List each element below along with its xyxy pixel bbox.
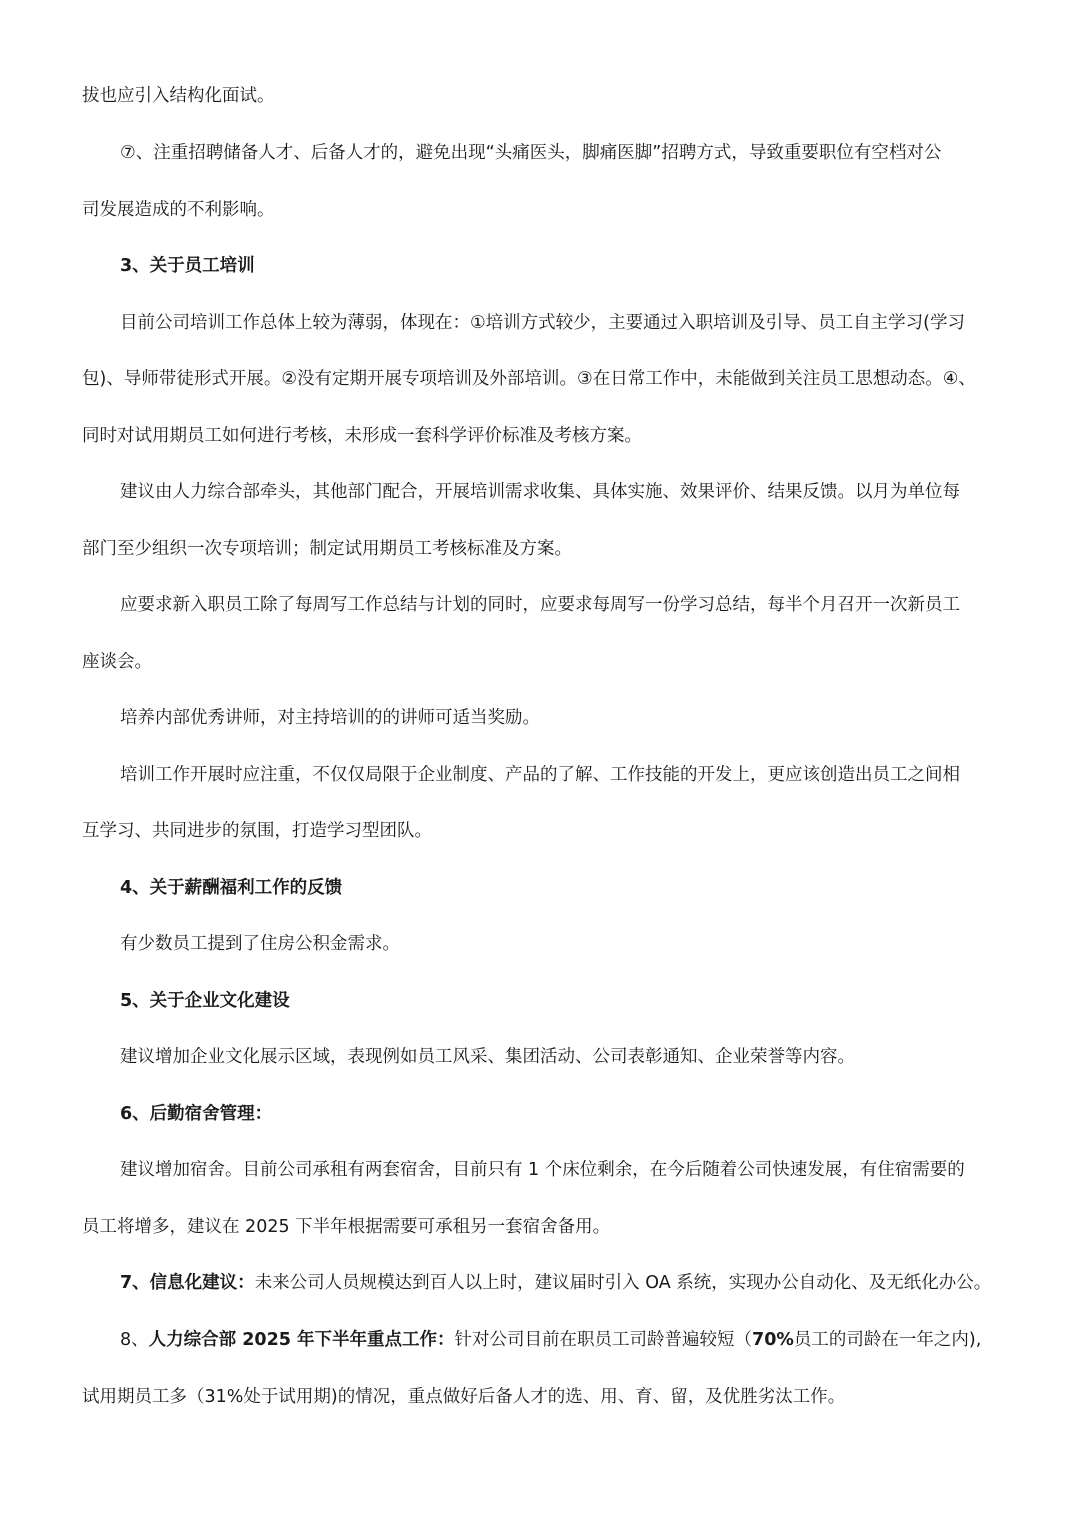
paragraph-text: 拔也应引入结构化面试。 [82,86,275,106]
inline-prefix: 8、 [120,1330,149,1350]
inline-label: 人力综合部 2025 年下半年重点工作： [148,1330,455,1350]
paragraph-text: 司发展造成的不利影响。 [82,200,275,220]
paragraph-text: 同时对试用期员工如何进行考核，未形成一套科学评价标准及考核方案。 [82,426,642,446]
paragraph-informatization [120,1270,1002,1296]
paragraph-text: 有少数员工提到了住房公积金需求。 [120,934,400,954]
inline-text: 未来公司人员规模达到百人以上时，建议届时引入 OA 系统，实现办公自动化、及无纸化办公。 [254,1273,992,1293]
section-heading-dormitory: 6、后勤宿舍管理： [120,1104,273,1124]
paragraph-text: 互学习、共同进步的氛围，打造学习型团队。 [82,821,432,841]
paragraph-text: 培训工作开展时应注重，不仅仅局限于企业制度、产品的了解、工作技能的开发上，更应该创造出员工之间相 [120,765,960,785]
paragraph-text: 建议由人力综合部牵头，其他部门配合，开展培训需求收集、具体实施、效果评价、结果反馈。以月为单位每 [120,482,960,502]
paragraph-text: 建议增加企业文化展示区域，表现例如员工风采、集团活动、公司表彰通知、企业荣誉等内容。 [120,1047,855,1067]
paragraph-text: 目前公司培训工作总体上较为薄弱，体现在：①培训方式较少，主要通过入职培训及引导、员工自主学习(学习 [120,313,966,333]
inline-text: 员工的司龄在一年之内), [793,1330,982,1350]
paragraph-text: 员工将增多，建议在 2025 下半年根据需要可承租另一套宿舍备用。 [82,1217,611,1237]
paragraph-text: 包)、导师带徒形式开展。②没有定期开展专项培训及外部培训。③在日常工作中，未能做到关注员工思想动态。④、 [82,369,976,389]
paragraph-text: 座谈会。 [82,652,152,672]
section-heading-compensation: 4、关于薪酬福利工作的反馈 [120,878,343,898]
paragraph-text: 建议增加宿舍。目前公司承租有两套宿舍，目前只有 1 个床位剩余，在今后随着公司快速发展，有住宿需要的 [120,1160,965,1180]
section-heading-culture: 5、关于企业文化建设 [120,991,290,1011]
paragraph-text: 应要求新入职员工除了每周写工作总结与计划的同时，应要求每周写一份学习总结，每半个月召开一次新员工 [120,595,960,615]
inline-text: 针对公司目前在职员工司龄普遍较短（ [454,1330,753,1350]
paragraph-text: ⑦、注重招聘储备人才、后备人才的，避免出现“头痛医头，脚痛医脚”招聘方式，导致重要职位有空档对公 [120,143,942,163]
paragraph-text: 部门至少组织一次专项培训；制定试用期员工考核标准及方案。 [82,539,572,559]
inline-percent: 70% [752,1330,794,1350]
paragraph-text: 培养内部优秀讲师，对主持培训的的讲师可适当奖励。 [120,708,540,728]
section-heading-training: 3、关于员工培训 [120,256,255,276]
paragraph-text: 试用期员工多（31%处于试用期)的情况，重点做好后备人才的选、用、育、留，及优胜劣汰工作。 [82,1387,846,1407]
inline-label: 7、信息化建议： [120,1273,255,1293]
paragraph-key-work [120,1327,1002,1353]
